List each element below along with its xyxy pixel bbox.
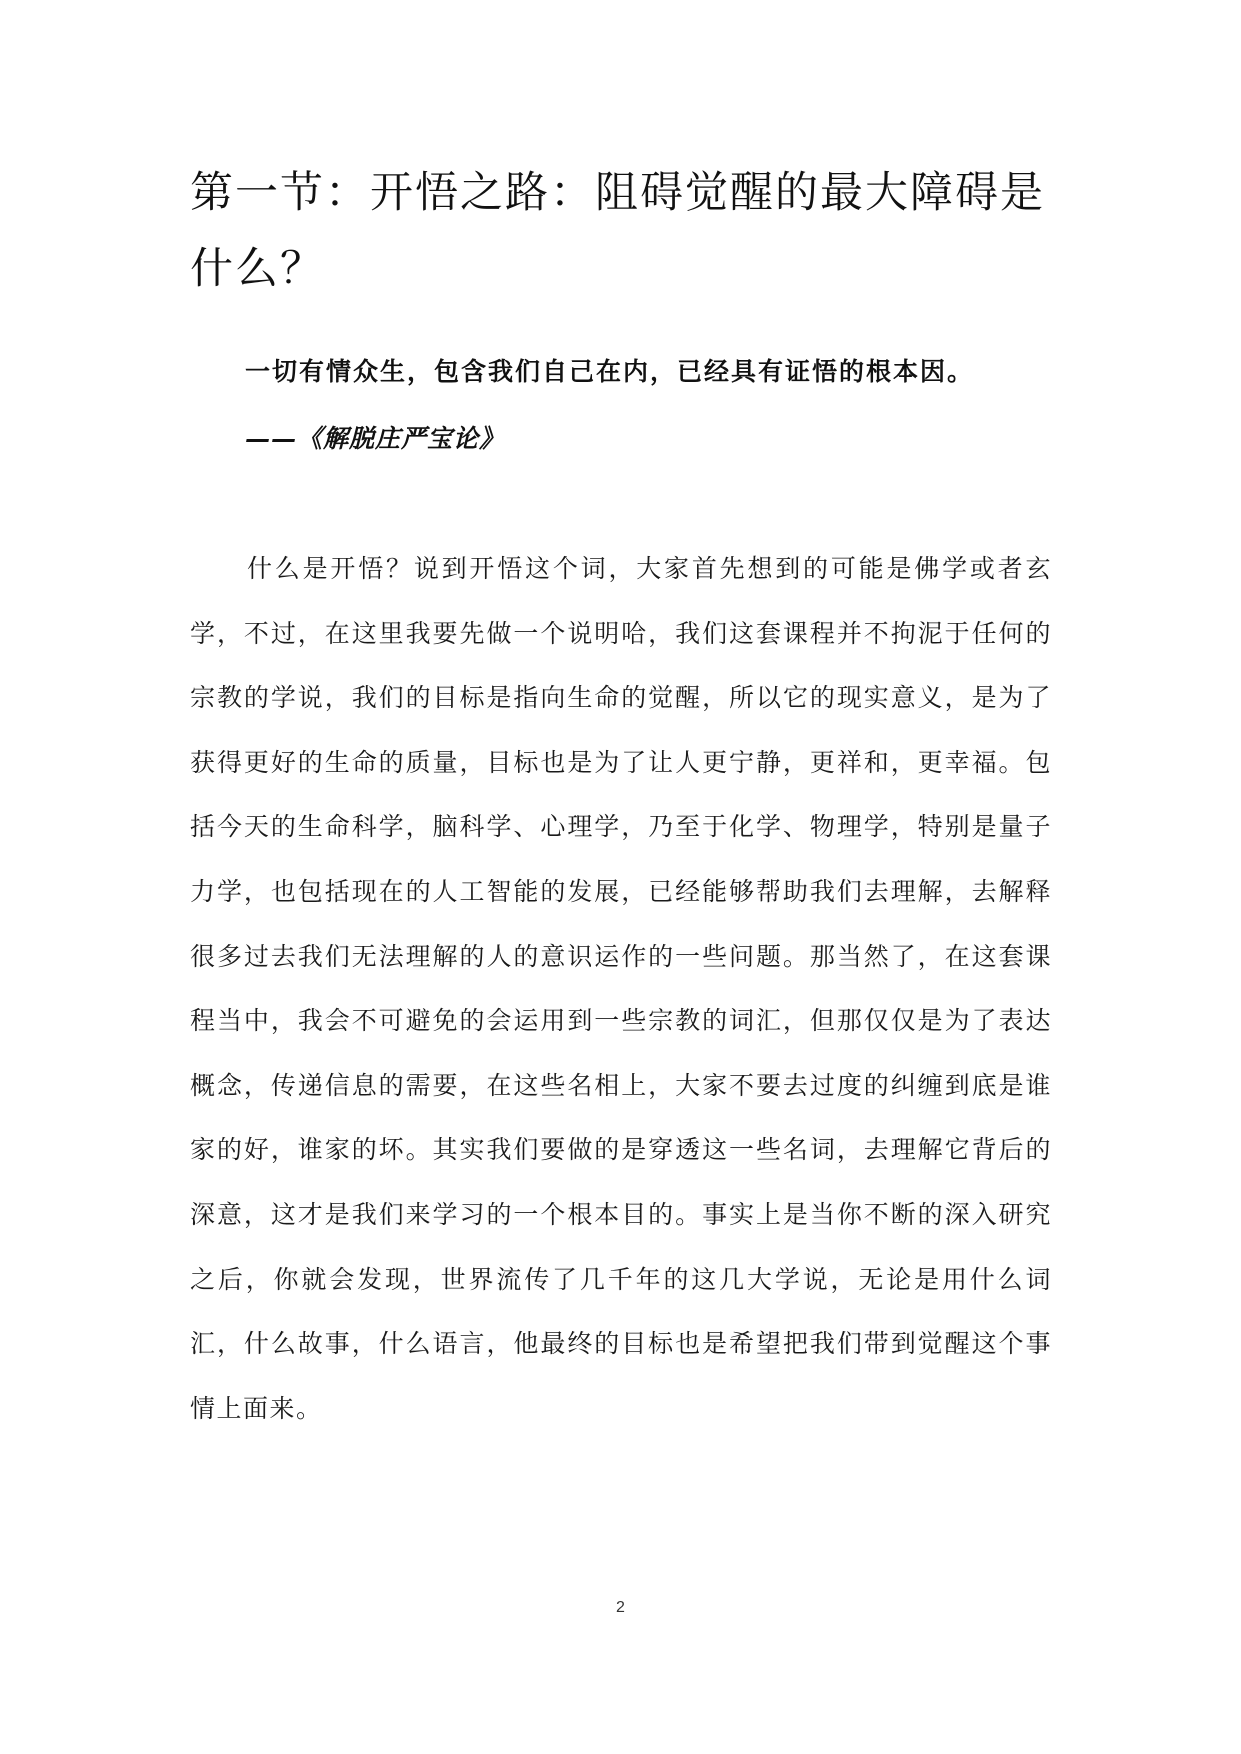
section-title: 第一节：开悟之路：阻碍觉醒的最大障碍是什么？ bbox=[190, 168, 1045, 294]
epigraph-source: ——《解脱庄严宝论》 bbox=[245, 424, 506, 453]
body-paragraph: 什么是开悟？说到开悟这个词，大家首先想到的可能是佛学或者玄学，不过，在这里我要先做一个说明哈，我们这套课程并不拘泥于任何的宗教的学说，我们的目标是指向生命的觉醒，所以它的现实意义，是为了获得更好的生命的质量，目标也是为了让人更宁静，更祥和，更幸福。包括今天的生命科学，脑科学、心理学，乃至于化学、物理学，特别是量子力学，也包括现在的人工智能的发展，已经能够帮助我们去理解，去解释很多过去我们无法理解的人的意识运作的一些问题。那当然了，在这套课程当中，我会不可避免的会运用到一些宗教的词汇，但那仅仅是为了表达概念，传递信息的需要，在这些名相上，大家不要去过度的纠缠到底是谁家的好，谁家的坏。其实我们要做的是穿透这一些名词，去理解它背后的深意，这才是我们来学习的一个根本目的。事实上是当你不断的深入研究之后，你就会发现，世界流传了几千年的这几大学说，无论是用什么词汇，什么故事，什么语言，他最终的目标也是希望把我们带到觉醒这个事情上面来。 bbox=[190, 554, 1052, 1423]
page-number: 2 bbox=[616, 1599, 625, 1616]
epigraph-quote: 一切有情众生，包含我们自己在内，已经具有证悟的根本因。 bbox=[245, 357, 975, 386]
